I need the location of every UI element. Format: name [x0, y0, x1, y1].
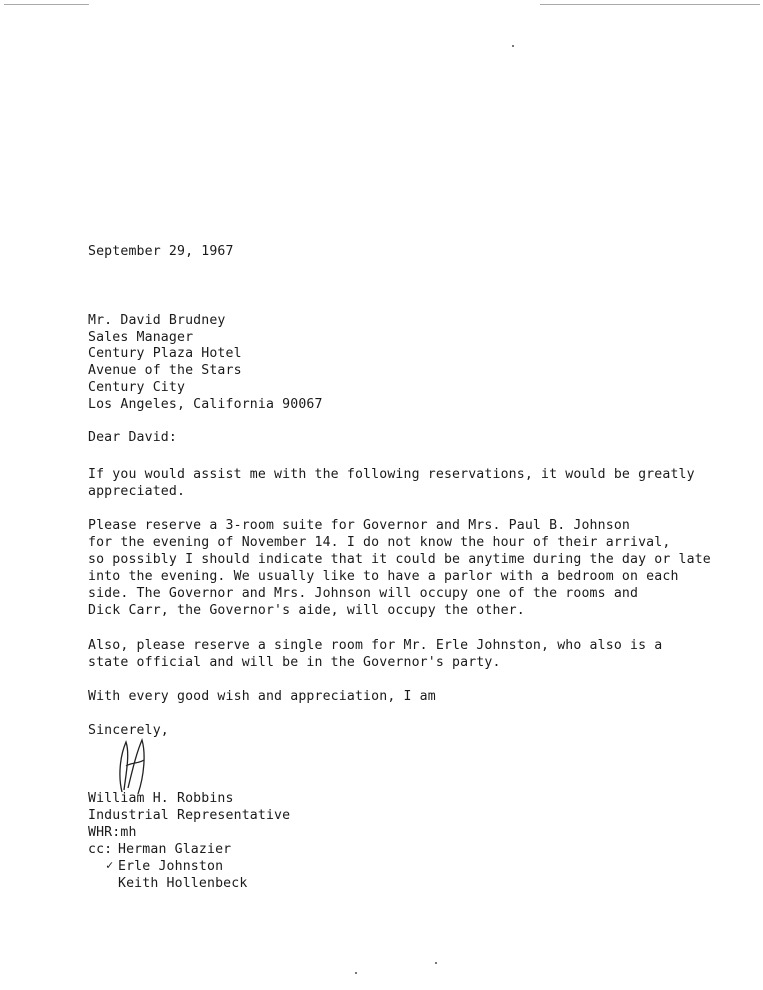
- recipient-line: Century Plaza Hotel: [88, 346, 242, 361]
- body-line: Also, please reserve a single room for Mr. Erle Johnston, who also is a: [88, 638, 663, 653]
- letter-date: September 29, 1967: [88, 244, 234, 259]
- signer-name: William H. Robbins: [88, 791, 234, 806]
- body-line: appreciated.: [88, 484, 186, 499]
- body-line: Please reserve a 3-room suite for Governor and Mrs. Paul B. Johnson: [88, 518, 630, 533]
- scan-artifact: [512, 45, 514, 47]
- body-line: state official and will be in the Governor's party.: [88, 655, 501, 670]
- handwritten-signature: [108, 736, 158, 798]
- recipient-line: Century City: [88, 380, 186, 395]
- salutation: Dear David:: [88, 430, 177, 445]
- body-line: With every good wish and appreciation, I am: [88, 689, 436, 704]
- body-line: Dick Carr, the Governor's aide, will occupy the other.: [88, 603, 525, 618]
- body-line: into the evening. We usually like to have a parlor with a bedroom on each: [88, 569, 679, 584]
- scan-artifact: [435, 962, 437, 964]
- body-line: for the evening of November 14. I do not know the hour of their arrival,: [88, 535, 671, 550]
- cc-recipient: Erle Johnston: [118, 859, 224, 874]
- signer-title: Industrial Representative: [88, 808, 291, 823]
- closing: Sincerely,: [88, 723, 169, 738]
- body-line: If you would assist me with the following reservations, it would be greatly: [88, 467, 695, 482]
- recipient-line: Mr. David Brudney: [88, 313, 226, 328]
- recipient-line: Sales Manager: [88, 330, 194, 345]
- scan-artifact: [4, 4, 89, 5]
- scan-artifact: [355, 972, 357, 974]
- scan-artifact: [540, 4, 760, 5]
- cc-recipient: Keith Hollenbeck: [118, 876, 248, 891]
- cc-label: cc:: [88, 842, 113, 857]
- body-line: side. The Governor and Mrs. Johnson will occupy one of the rooms and: [88, 586, 639, 601]
- body-line: so possibly I should indicate that it could be anytime during the day or late: [88, 552, 711, 567]
- cc-check-icon: ✓: [106, 858, 114, 872]
- recipient-line: Avenue of the Stars: [88, 363, 242, 378]
- typist-initials: WHR:mh: [88, 825, 137, 840]
- recipient-line: Los Angeles, California 90067: [88, 397, 323, 412]
- cc-recipient: Herman Glazier: [118, 842, 232, 857]
